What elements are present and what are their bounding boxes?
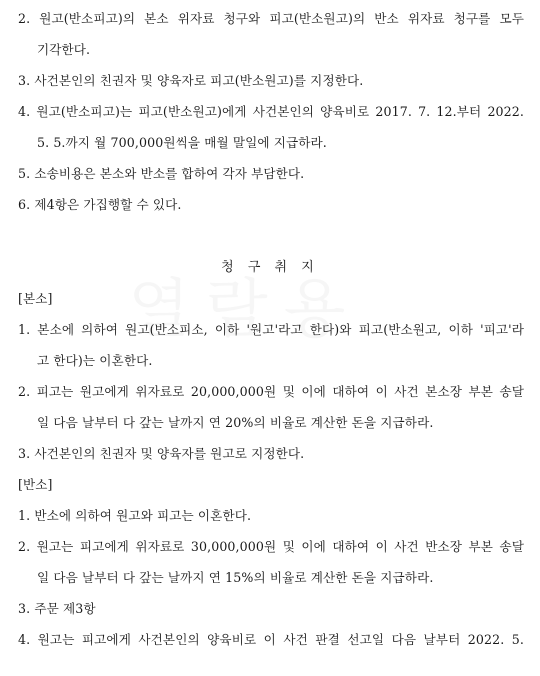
main-claim-heading: [본소] [18,291,53,306]
disposition-item-2: 2. 원고(반소피고)의 본소 위자료 청구와 피고(반소원고)의 반소 위자료 청구를 모두 [18,11,524,26]
counter-claim-item-2: 2. 원고는 피고에게 위자료로 30,000,000원 및 이에 대하여 이 사건 반소장 부본 송달 [18,539,524,554]
main-claim-item-1: 1. 본소에 의하여 원고(반소피소, 이하 '원고'라고 한다)와 피고(반소원고, 이하 '피고'라 [18,322,524,337]
main-claim-item-1-cont: 고 한다)는 이혼한다. [37,353,153,368]
disposition-item-4-cont: 5. 5.까지 월 700,000원씩을 매월 말일에 지급하라. [37,135,327,150]
main-claim-item-3: 3. 사건본인의 친권자 및 양육자를 원고로 지정한다. [18,446,305,461]
disposition-item-6: 6. 제4항은 가집행할 수 있다. [18,197,182,212]
counter-claim-item-1: 1. 반소에 의하여 원고와 피고는 이혼한다. [18,508,252,523]
disposition-item-5: 5. 소송비용은 본소와 반소를 합하여 각자 부담한다. [18,166,305,181]
claims-title: 청 구 취 지 [221,260,319,275]
main-claim-item-2: 2. 피고는 원고에게 위자료로 20,000,000원 및 이에 대하여 이 사건 본소장 부본 송달 [18,384,524,399]
counter-claim-item-3: 3. 주문 제3항 [18,601,96,616]
counter-claim-heading: [반소] [18,477,53,492]
counter-claim-item-4: 4. 원고는 피고에게 사건본인의 양육비로 이 사건 판결 선고일 다음 날부터 2022. 5. [18,632,524,647]
disposition-item-4: 4. 원고(반소피고)는 피고(반소원고)에게 사건본인의 양육비로 2017. 7. 12.부터 2022. [18,104,524,119]
main-claim-item-2-cont: 일 다음 날부터 다 갚는 날까지 연 20%의 비율로 계산한 돈을 지급하라. [37,415,434,430]
counter-claim-item-2-cont: 일 다음 날부터 다 갚는 날까지 연 15%의 비율로 계산한 돈을 지급하라. [37,570,434,585]
disposition-item-2-cont: 기각한다. [37,42,91,57]
disposition-item-3: 3. 사건본인의 친권자 및 양육자로 피고(반소원고)를 지정한다. [18,73,364,88]
